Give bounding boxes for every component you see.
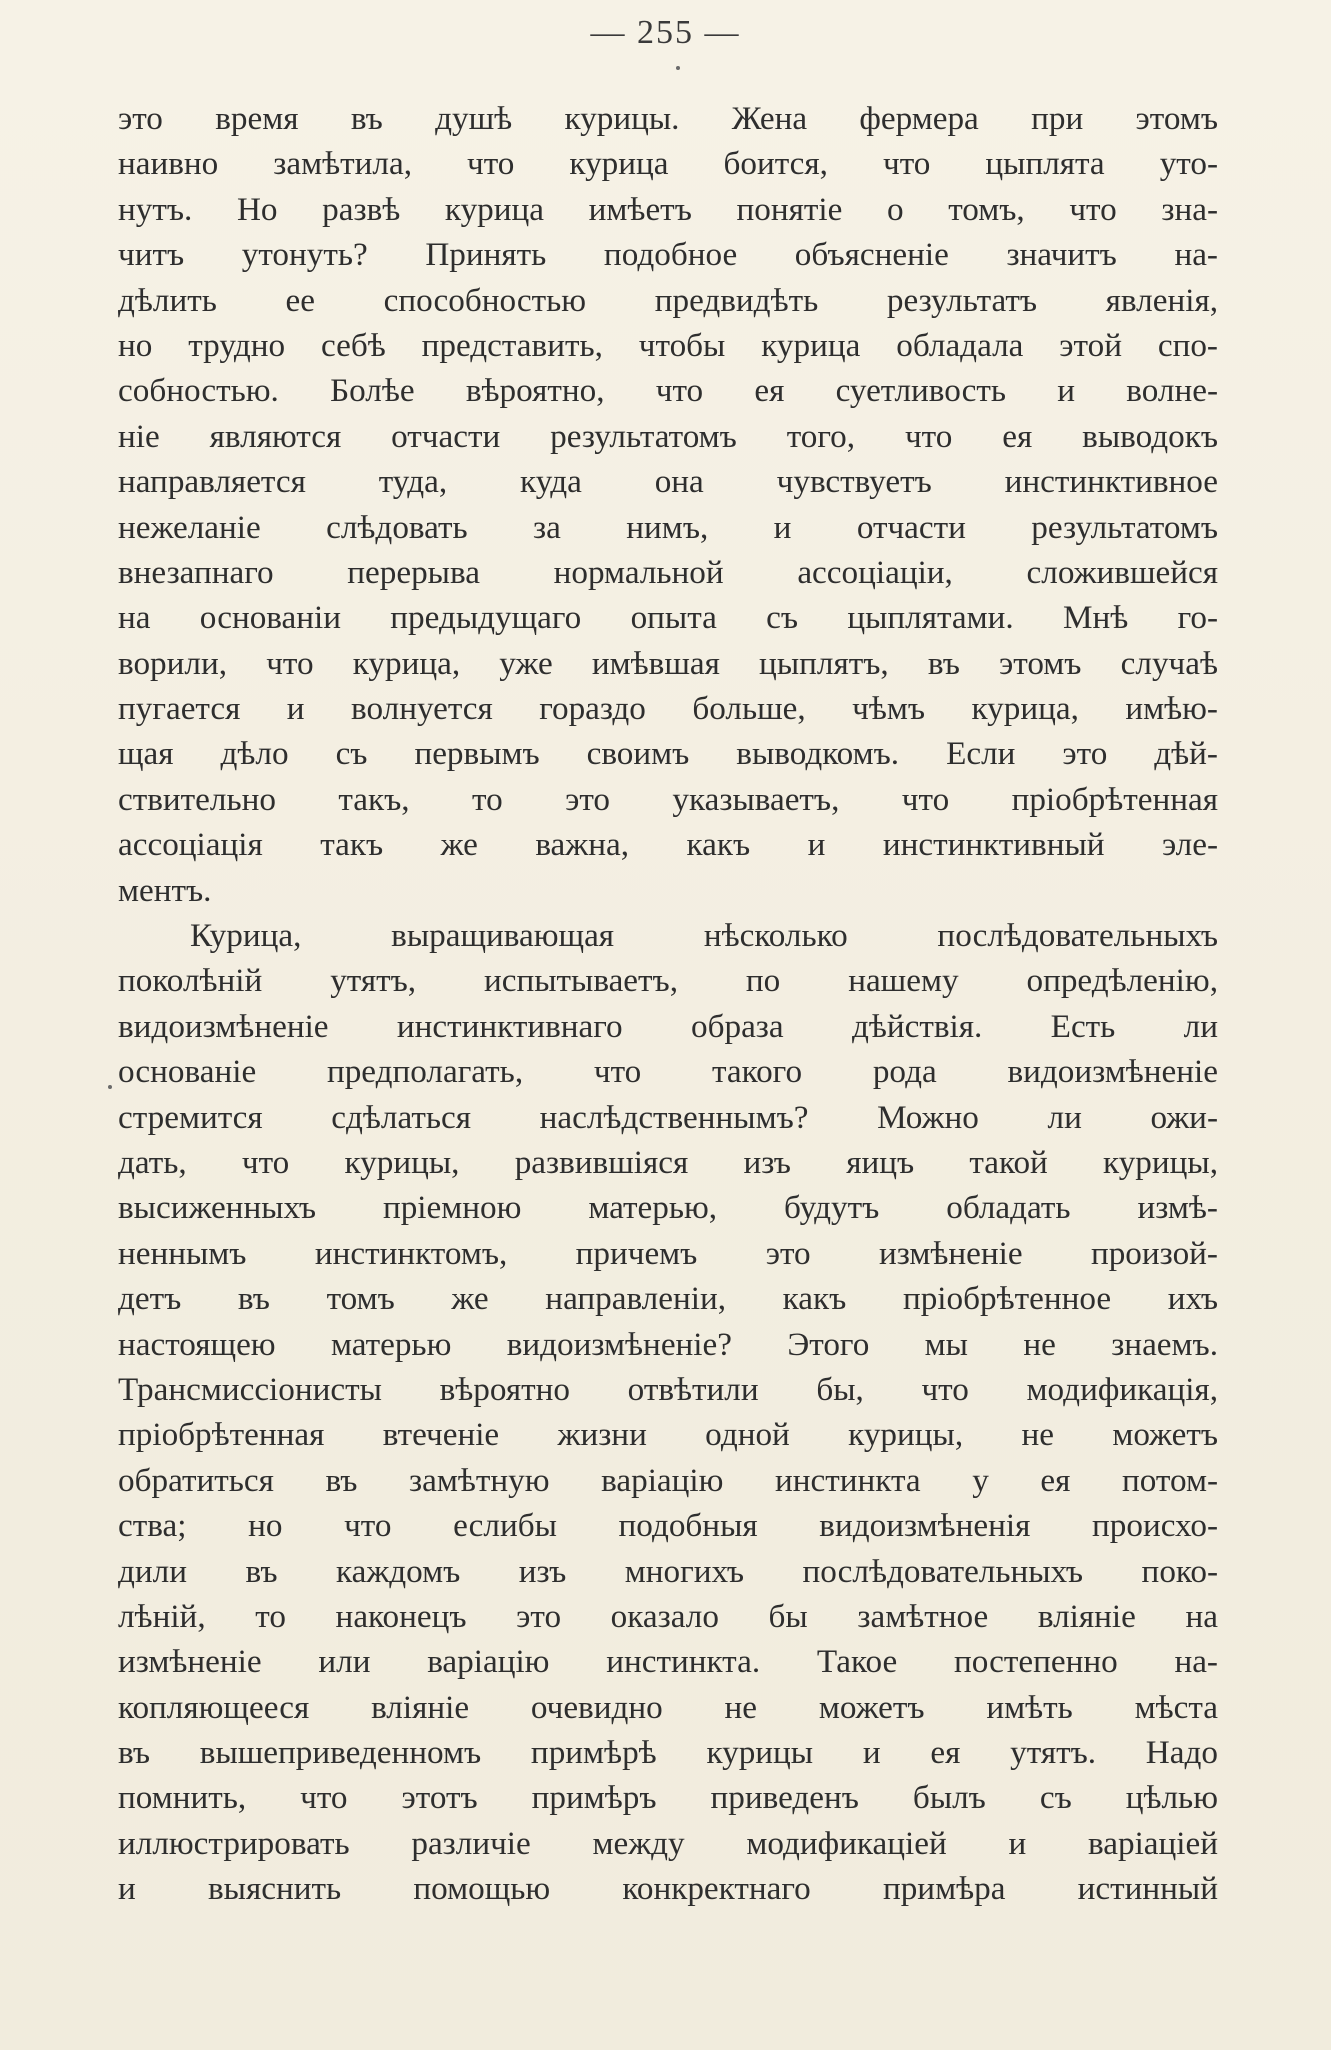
body-text: [118, 96, 1218, 1912]
text-line: настоящею матерью видоизмѣненіе? Этого мы не знаемъ.: [118, 1325, 1218, 1363]
text-line: пугается и волнуется гораздо больше, чѣмъ курица, имѣю-: [118, 690, 1218, 728]
paragraph-start-line: Курица, выращивающая нѣсколько послѣдовательныхъ: [190, 917, 1218, 955]
page-number: — 255 —: [590, 14, 741, 51]
text-line: щая дѣло съ первымъ своимъ выводкомъ. Если это дѣй-: [118, 735, 1218, 773]
text-line: ворили, что курица, уже имѣвшая цыплятъ, въ этомъ случаѣ: [118, 644, 1218, 682]
text-line: ства; но что еслибы подобныя видоизмѣненія происхо-: [118, 1507, 1218, 1545]
text-line: стремится сдѣлаться наслѣдственнымъ? Можно ли ожи-: [118, 1098, 1218, 1136]
print-speck: [108, 1085, 112, 1089]
text-line: измѣненіе или варіацію инстинкта. Такое постепенно на-: [118, 1643, 1218, 1681]
text-line: высиженныхъ пріемною матерью, будутъ обладать измѣ-: [118, 1189, 1218, 1227]
text-line: дѣлить ее способностью предвидѣть результатъ явленія,: [118, 281, 1218, 319]
text-line: иллюстрировать различіе между модификаціей и варіаціей: [118, 1824, 1218, 1862]
text-line: на основаніи предыдущаго опыта съ цыплятами. Мнѣ го-: [118, 599, 1218, 637]
text-line: въ вышеприведенномъ примѣрѣ курицы и ея утятъ. Надо: [118, 1734, 1218, 1772]
text-line: неннымъ инстинктомъ, причемъ это измѣненіе произой-: [118, 1234, 1218, 1272]
text-line: ассоціація такъ же важна, какъ и инстинктивный эле-: [118, 826, 1218, 864]
text-line: ніе являются отчасти результатомъ того, что ея выводокъ: [118, 417, 1218, 455]
text-line: это время въ душѣ курицы. Жена фермера при этомъ: [118, 100, 1218, 137]
text-line: ствительно такъ, то это указываетъ, что пріобрѣтенная: [118, 780, 1218, 818]
print-speck: [676, 66, 680, 70]
text-line: внезапнаго перерыва нормальной ассоціаціи, сложившейся: [118, 553, 1218, 591]
text-line: направляется туда, куда она чувствуетъ инстинктивное: [118, 463, 1218, 501]
text-line: детъ въ томъ же направленіи, какъ пріобрѣтенное ихъ: [118, 1280, 1218, 1318]
text-line: обратиться въ замѣтную варіацію инстинкта у ея потом-: [118, 1461, 1218, 1499]
text-line: копляющееся вліяніе очевидно не можетъ имѣть мѣста: [118, 1688, 1218, 1726]
text-line: наивно замѣтила, что курица боится, что цыплята уто-: [118, 145, 1218, 183]
text-line: дили въ каждомъ изъ многихъ послѣдовательныхъ поко-: [118, 1552, 1218, 1590]
text-line: но трудно себѣ представить, чтобы курица обладала этой спо-: [118, 326, 1218, 364]
text-line: основаніе предполагать, что такого рода видоизмѣненіе: [118, 1053, 1218, 1091]
text-line: и выяснить помощью конкректнаго примѣра истинный: [118, 1870, 1218, 1908]
text-line: Трансмиссіонисты вѣроятно отвѣтили бы, что модификація,: [118, 1370, 1218, 1408]
text-line: нежеланіе слѣдовать за нимъ, и отчасти результатомъ: [118, 508, 1218, 546]
text-line: пріобрѣтенная втеченіе жизни одной курицы, не можетъ: [118, 1416, 1218, 1454]
text-line: дать, что курицы, развившіяся изъ яицъ такой курицы,: [118, 1143, 1218, 1181]
text-line: собностью. Болѣе вѣроятно, что ея суетливость и волне-: [118, 372, 1218, 410]
text-line: поколѣній утятъ, испытываетъ, по нашему опредѣленію,: [118, 962, 1218, 1000]
paragraph-end-line: ментъ.: [118, 871, 212, 909]
text-line: читъ утонуть? Принять подобное объясненіе значитъ на-: [118, 236, 1218, 274]
text-line: лѣній, то наконецъ это оказало бы замѣтное вліяніе на: [118, 1597, 1218, 1635]
text-line: нутъ. Но развѣ курица имѣетъ понятіе о томъ, что зна-: [118, 190, 1218, 228]
text-line: помнить, что этотъ примѣръ приведенъ былъ съ цѣлью: [118, 1779, 1218, 1817]
text-line: видоизмѣненіе инстинктивнаго образа дѣйствія. Есть ли: [118, 1007, 1218, 1045]
